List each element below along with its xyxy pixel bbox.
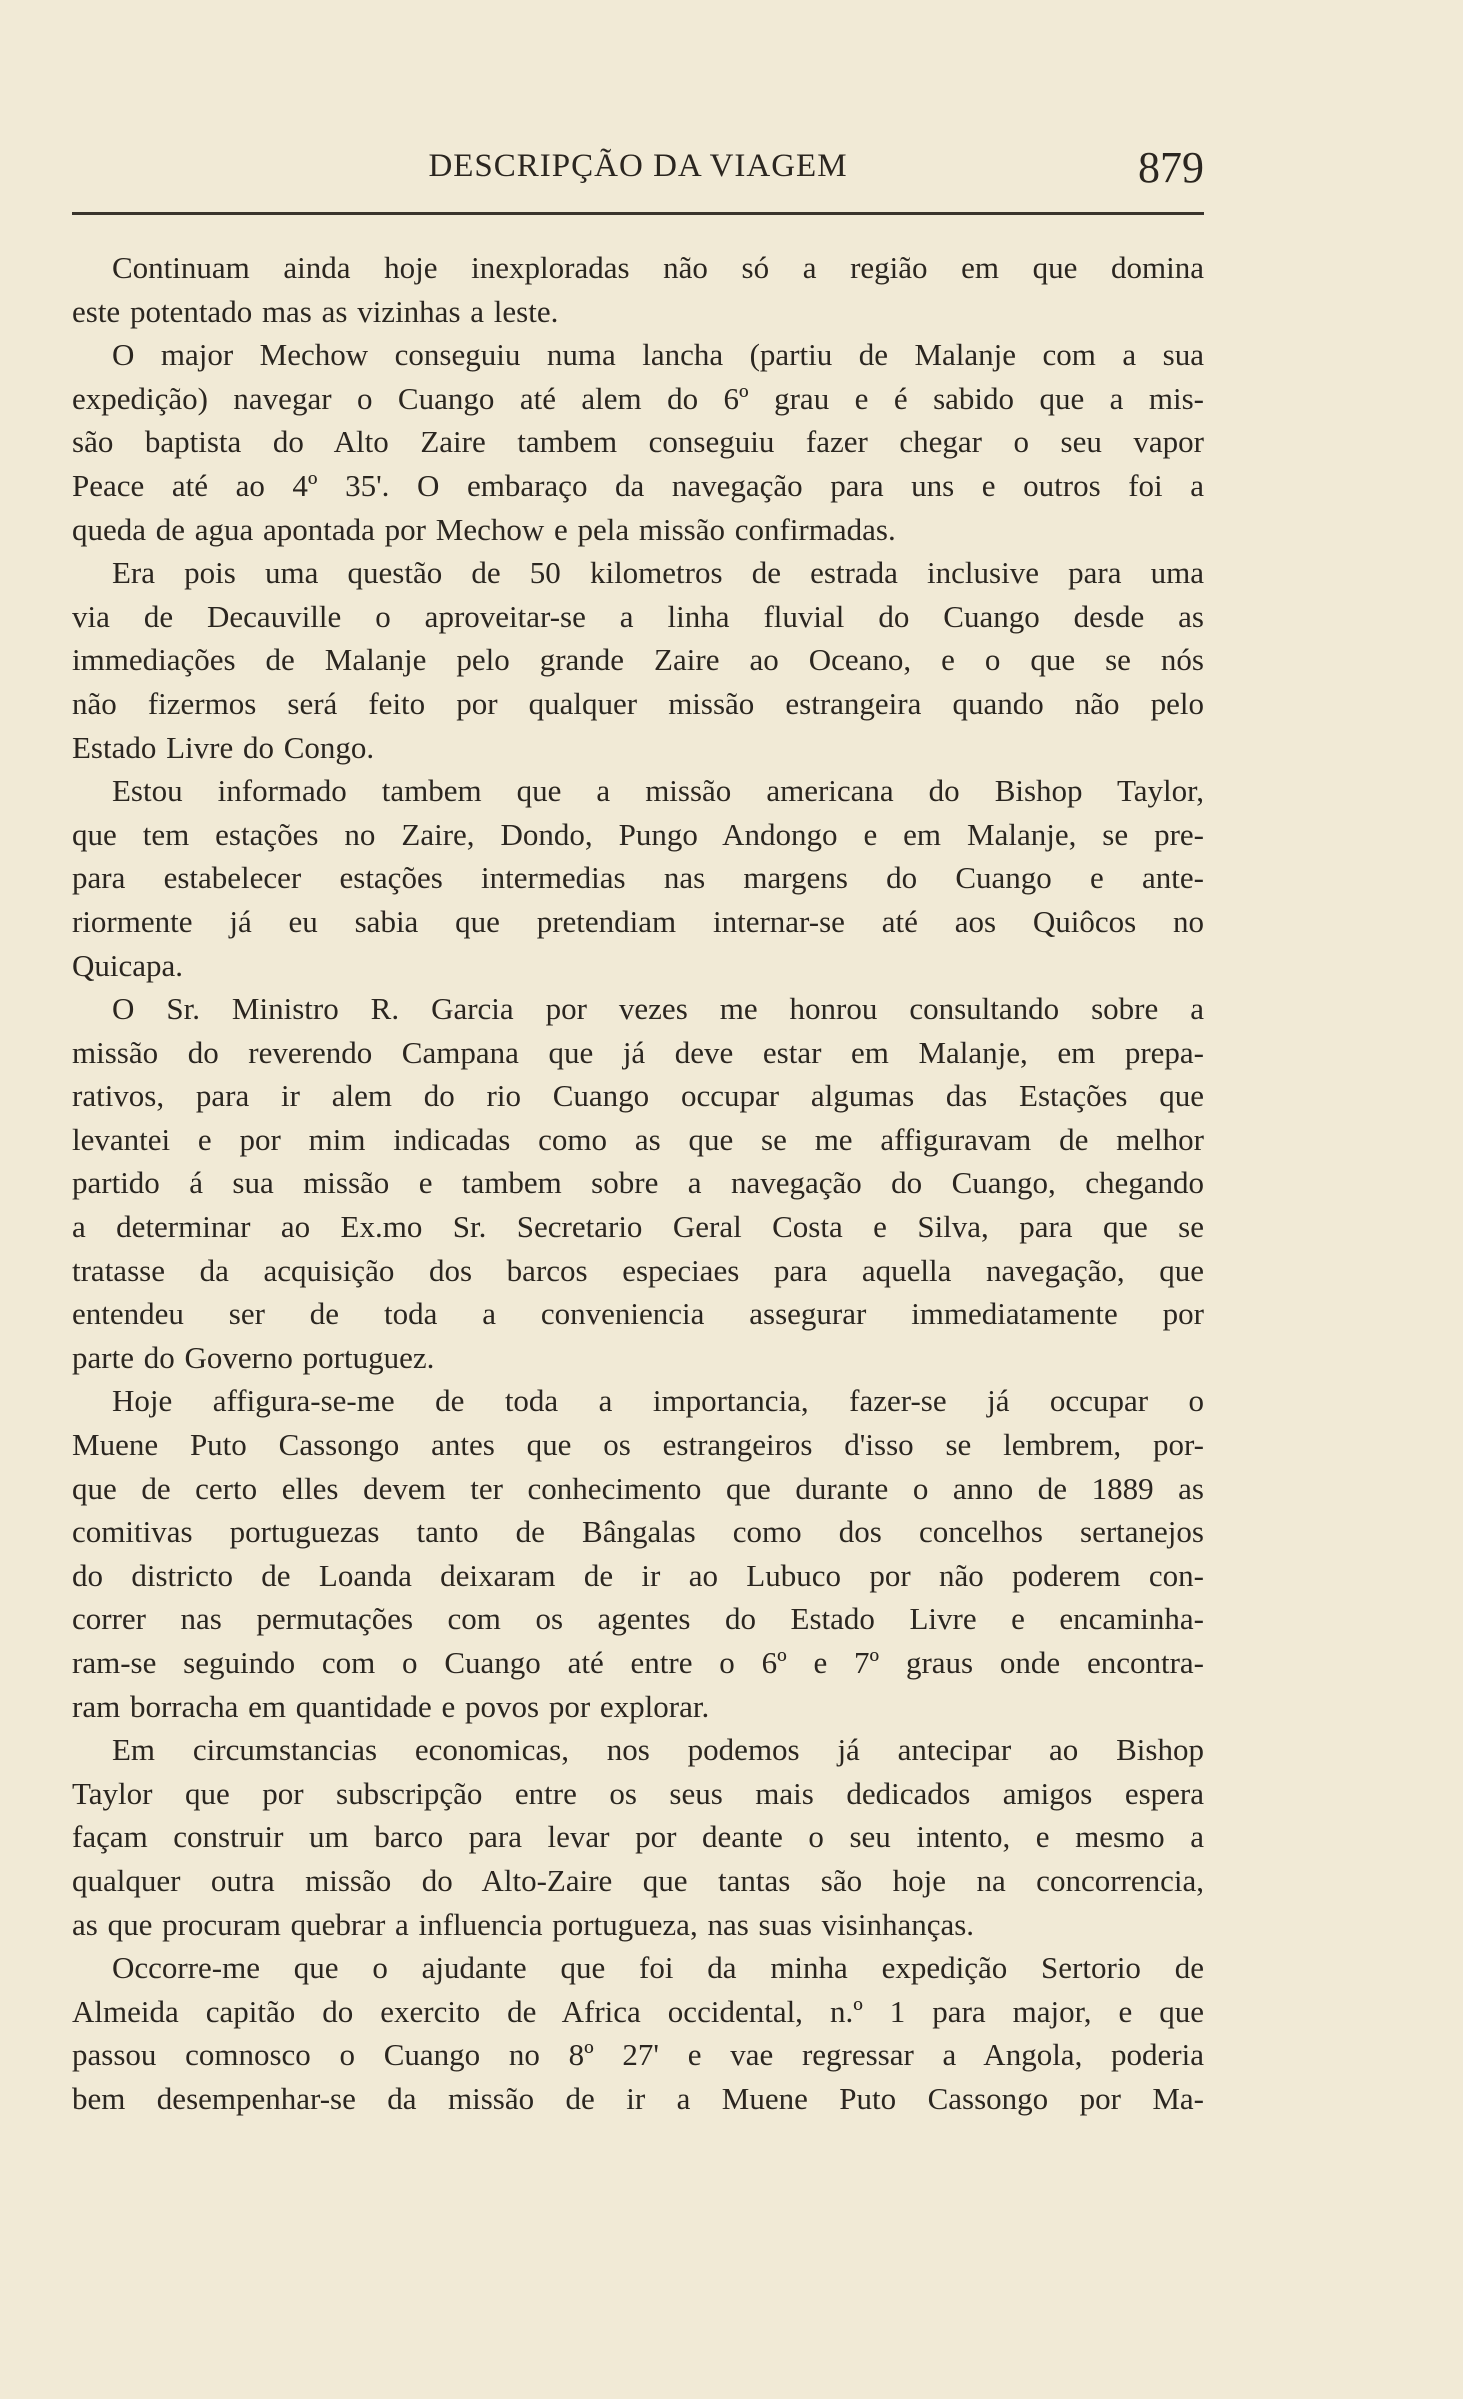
text-line: este potentado mas as vizinhas a leste. [72,293,559,329]
text-line: não fizermos será feito por qualquer missão estrangeira quando não pelo [72,685,1204,721]
text-line: para estabelecer estações intermedias nas margens do Cuango e ante- [72,860,1204,896]
text-line: O major Mechow conseguiu numa lancha (partiu de Malanje com a sua [112,337,1204,373]
text-line: bem desempenhar-se da missão de ir a Muene Puto Cassongo por Ma- [72,2080,1204,2116]
text-line: rativos, para ir alem do rio Cuango occupar algumas das Estações que [72,1078,1204,1114]
text-line: partido á sua missão e tambem sobre a navegação do Cuango, chegando [72,1165,1204,1201]
text-line: comitivas portuguezas tanto de Bângalas como dos concelhos sertanejos [72,1514,1204,1550]
text-line: parte do Governo portuguez. [72,1339,435,1375]
running-title: DESCRIPÇÃO DA VIAGEM [428,148,848,184]
text-line: immediações de Malanje pelo grande Zaire ao Oceano, e o que se nós [72,642,1204,678]
text-line: Era pois uma questão de 50 kilometros de estrada inclusive para uma [112,555,1204,591]
text-line: que tem estações no Zaire, Dondo, Pungo Andongo e em Malanje, se pre- [72,816,1204,852]
text-line: são baptista do Alto Zaire tambem conseguiu fazer chegar o seu vapor [72,424,1204,460]
text-line: levantei e por mim indicadas como as que se me affiguravam de melhor [72,1121,1204,1157]
text-line: entendeu ser de toda a conveniencia assegurar immediatamente por [72,1296,1204,1332]
text-line: Em circumstancias economicas, nos podemos já antecipar ao Bishop [112,1732,1204,1768]
text-line: O Sr. Ministro R. Garcia por vezes me honrou consultando sobre a [112,991,1204,1027]
text-line: Peace até ao 4º 35'. O embaraço da navegação para uns e outros foi a [72,467,1204,503]
text-line: tratasse da acquisição dos barcos especiaes para aquella navegação, que [72,1252,1204,1288]
text-line: Muene Puto Cassongo antes que os estrangeiros d'isso se lembrem, por- [72,1427,1204,1463]
text-line: passou comnosco o Cuango no 8º 27' e vae regressar a Angola, poderia [72,2037,1204,2073]
text-line: que de certo elles devem ter conhecimento que durante o anno de 1889 as [72,1470,1204,1506]
text-line: do districto de Loanda deixaram de ir ao Lubuco por não poderem con- [72,1557,1204,1593]
text-line: Estou informado tambem que a missão americana do Bishop Taylor, [112,773,1204,809]
text-line: Hoje affigura-se-me de toda a importancia, fazer-se já occupar o [112,1383,1204,1419]
text-line: Almeida capitão do exercito de Africa occidental, n.º 1 para major, e que [72,1993,1204,2029]
text-line: via de Decauville o aproveitar-se a linha fluvial do Cuango desde as [72,598,1204,634]
body-text [72,246,1204,2121]
page-number: 879 [1138,143,1204,192]
text-line: a determinar ao Ex.mo Sr. Secretario Geral Costa e Silva, para que se [72,1209,1204,1245]
text-line: ram-se seguindo com o Cuango até entre o 6º e 7º graus onde encontra- [72,1645,1204,1680]
header-rule [72,212,1204,215]
text-line: missão do reverendo Campana que já deve estar em Malanje, em prepa- [72,1034,1204,1070]
text-line: expedição) navegar o Cuango até alem do 6º grau e é sabido que a mis- [72,380,1204,416]
text-line: Continuam ainda hoje inexploradas não só a região em que domina [112,250,1204,285]
text-line: qualquer outra missão do Alto-Zaire que tantas são hoje na concorrencia, [72,1862,1204,1898]
text-line: Quicapa. [72,947,184,983]
text-line: ram borracha em quantidade e povos por explorar. [72,1688,710,1724]
text-line: Estado Livre do Congo. [72,729,375,765]
page-header [72,142,1204,198]
text-line: queda de agua apontada por Mechow e pela missão confirmadas. [72,511,896,547]
text-line: Occorre-me que o ajudante que foi da minha expedição Sertorio de [112,1950,1204,1986]
text-line: correr nas permutações com os agentes do Estado Livre e encaminha- [72,1601,1204,1637]
text-line: Taylor que por subscripção entre os seus mais dedicados amigos espera [72,1775,1204,1811]
text-line: riormente já eu sabia que pretendiam internar-se até aos Quiôcos no [72,903,1204,939]
text-line: as que procuram quebrar a influencia portugueza, nas suas visinhanças. [72,1906,975,1942]
text-line: façam construir um barco para levar por deante o seu intento, e mesmo a [72,1819,1204,1855]
